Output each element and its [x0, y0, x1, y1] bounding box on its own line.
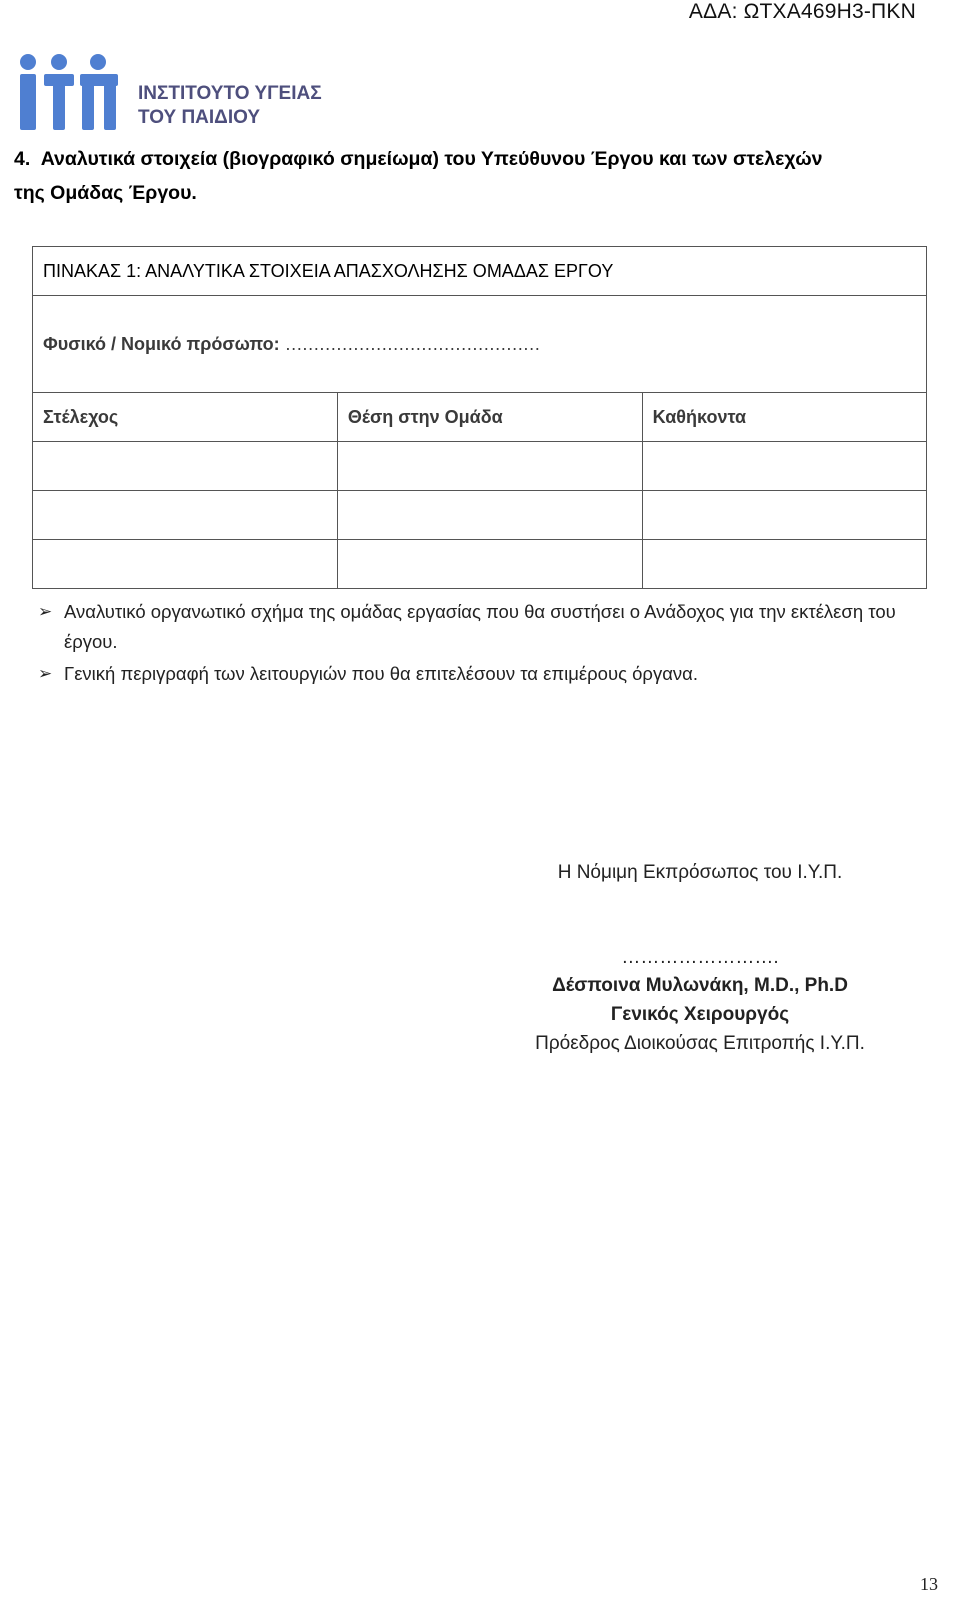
signatory-role: Η Νόμιμη Εκπρόσωπος του Ι.Υ.Π.	[557, 862, 843, 883]
table-cell[interactable]	[642, 540, 926, 589]
section-number: 4.	[14, 148, 31, 170]
section-title-line2: της Ομάδας Έργου.	[14, 182, 197, 204]
logo-text-line2: ΤΟΥ ΠΑΙΔΙΟΥ	[138, 107, 261, 128]
table-row	[33, 442, 927, 491]
table-row	[33, 540, 927, 589]
list-item	[38, 597, 953, 657]
signatory-name: Δέσποινα Μυλωνάκη, M.D., Ph.D	[552, 975, 848, 996]
arrow-bullet-icon: ➢	[38, 664, 53, 683]
table-cell[interactable]	[337, 540, 642, 589]
column-header-position: Θέση στην Ομάδα	[337, 393, 642, 442]
ada-code: ΑΔΑ: ΩΤΧΑ469Η3-ΠΚΝ	[688, 0, 916, 23]
entity-cell	[33, 296, 927, 393]
bullet-list	[38, 597, 953, 689]
table-cell[interactable]	[642, 442, 926, 491]
bullet-text: Αναλυτικό οργανωτικό σχήμα της ομάδας εργασίας που θα συστήσει ο Ανάδοχος για την εκτέλεση του έργου.	[64, 601, 896, 652]
logo-text	[138, 82, 322, 130]
table-cell[interactable]	[33, 442, 338, 491]
signature-line: …………………….	[621, 947, 779, 968]
table-cell[interactable]	[33, 491, 338, 540]
iyp-logo-icon	[14, 52, 124, 138]
table-cell[interactable]	[337, 442, 642, 491]
arrow-bullet-icon: ➢	[38, 602, 53, 621]
bullet-text: Γενική περιγραφή των λειτουργιών που θα επιτελέσουν τα επιμέρους όργανα.	[64, 663, 698, 684]
signatory-position: Πρόεδρος Διοικούσας Επιτροπής Ι.Υ.Π.	[535, 1033, 865, 1054]
signatory-title: Γενικός Χειρουργός	[610, 1004, 790, 1025]
table-title: ΠΙΝΑΚΑΣ 1: ΑΝΑΛΥΤΙΚΑ ΣΤΟΙΧΕΙΑ ΑΠΑΣΧΟΛΗΣΗΣ ΟΜΑΔΑΣ ΕΡΓΟΥ	[33, 247, 927, 296]
table-cell[interactable]	[33, 540, 338, 589]
entity-value: ………………………………………	[284, 333, 540, 354]
entity-label: Φυσικό / Νομικό πρόσωπο:	[43, 333, 280, 354]
table-row	[33, 491, 927, 540]
column-header-member: Στέλεχος	[33, 393, 338, 442]
institute-logo	[14, 52, 344, 138]
section-title-line1: Αναλυτικά στοιχεία (βιογραφικό σημείωμα) του Υπεύθυνου Έργου και των στελεχών	[40, 148, 823, 170]
list-item	[38, 659, 953, 689]
logo-text-line1: ΙΝΣΤΙΤΟΥΤΟ ΥΓΕΙΑΣ	[138, 83, 322, 104]
team-table	[32, 246, 927, 589]
page-number: 13	[920, 1574, 938, 1594]
section-heading	[14, 142, 949, 210]
table-cell[interactable]	[642, 491, 926, 540]
table-cell[interactable]	[337, 491, 642, 540]
column-header-duties: Καθήκοντα	[642, 393, 926, 442]
